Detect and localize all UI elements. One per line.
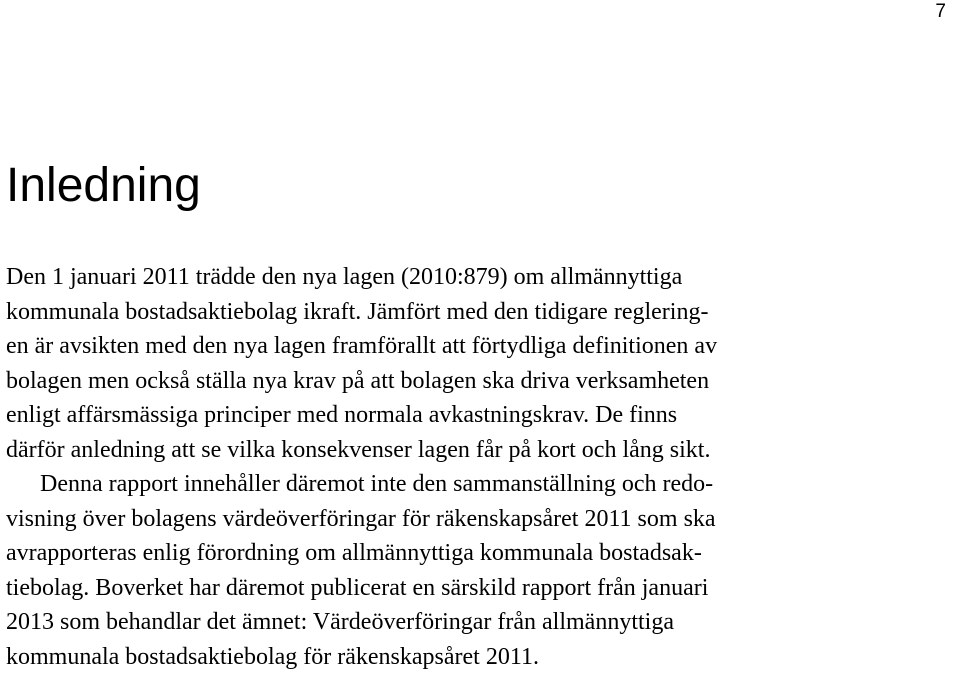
text-line: bolagen men också ställa nya krav på att bolagen ska driva verksamheten	[6, 364, 946, 399]
text-line: avrapporteras enlig förordning om allmännyttiga kommunala bostadsak-	[6, 536, 946, 571]
text-line: 2013 som behandlar det ämnet: Värdeöverföringar från allmännyttiga	[6, 605, 946, 640]
text-line: en är avsikten med den nya lagen framförallt att förtydliga definitionen av	[6, 329, 946, 364]
body-text	[6, 260, 946, 674]
text-line: visning över bolagens värdeöverföringar för räkenskapsåret 2011 som ska	[6, 502, 946, 537]
text-line: enligt affärsmässiga principer med normala avkastningskrav. De finns	[6, 398, 946, 433]
text-line: kommunala bostadsaktiebolag för räkenskapsåret 2011.	[6, 640, 946, 674]
text-line: tiebolag. Boverket har däremot publicerat en särskild rapport från januari	[6, 571, 946, 606]
text-line: därför anledning att se vilka konsekvenser lagen får på kort och lång sikt.	[6, 433, 946, 468]
page-number: 7	[935, 0, 946, 24]
text-line: Denna rapport innehåller däremot inte den sammanställning och redo-	[6, 467, 946, 502]
section-heading: Inledning	[6, 156, 201, 216]
text-line: Den 1 januari 2011 trädde den nya lagen (2010:879) om allmännyttiga	[6, 260, 946, 295]
text-line: kommunala bostadsaktiebolag ikraft. Jämfört med den tidigare reglering-	[6, 295, 946, 330]
